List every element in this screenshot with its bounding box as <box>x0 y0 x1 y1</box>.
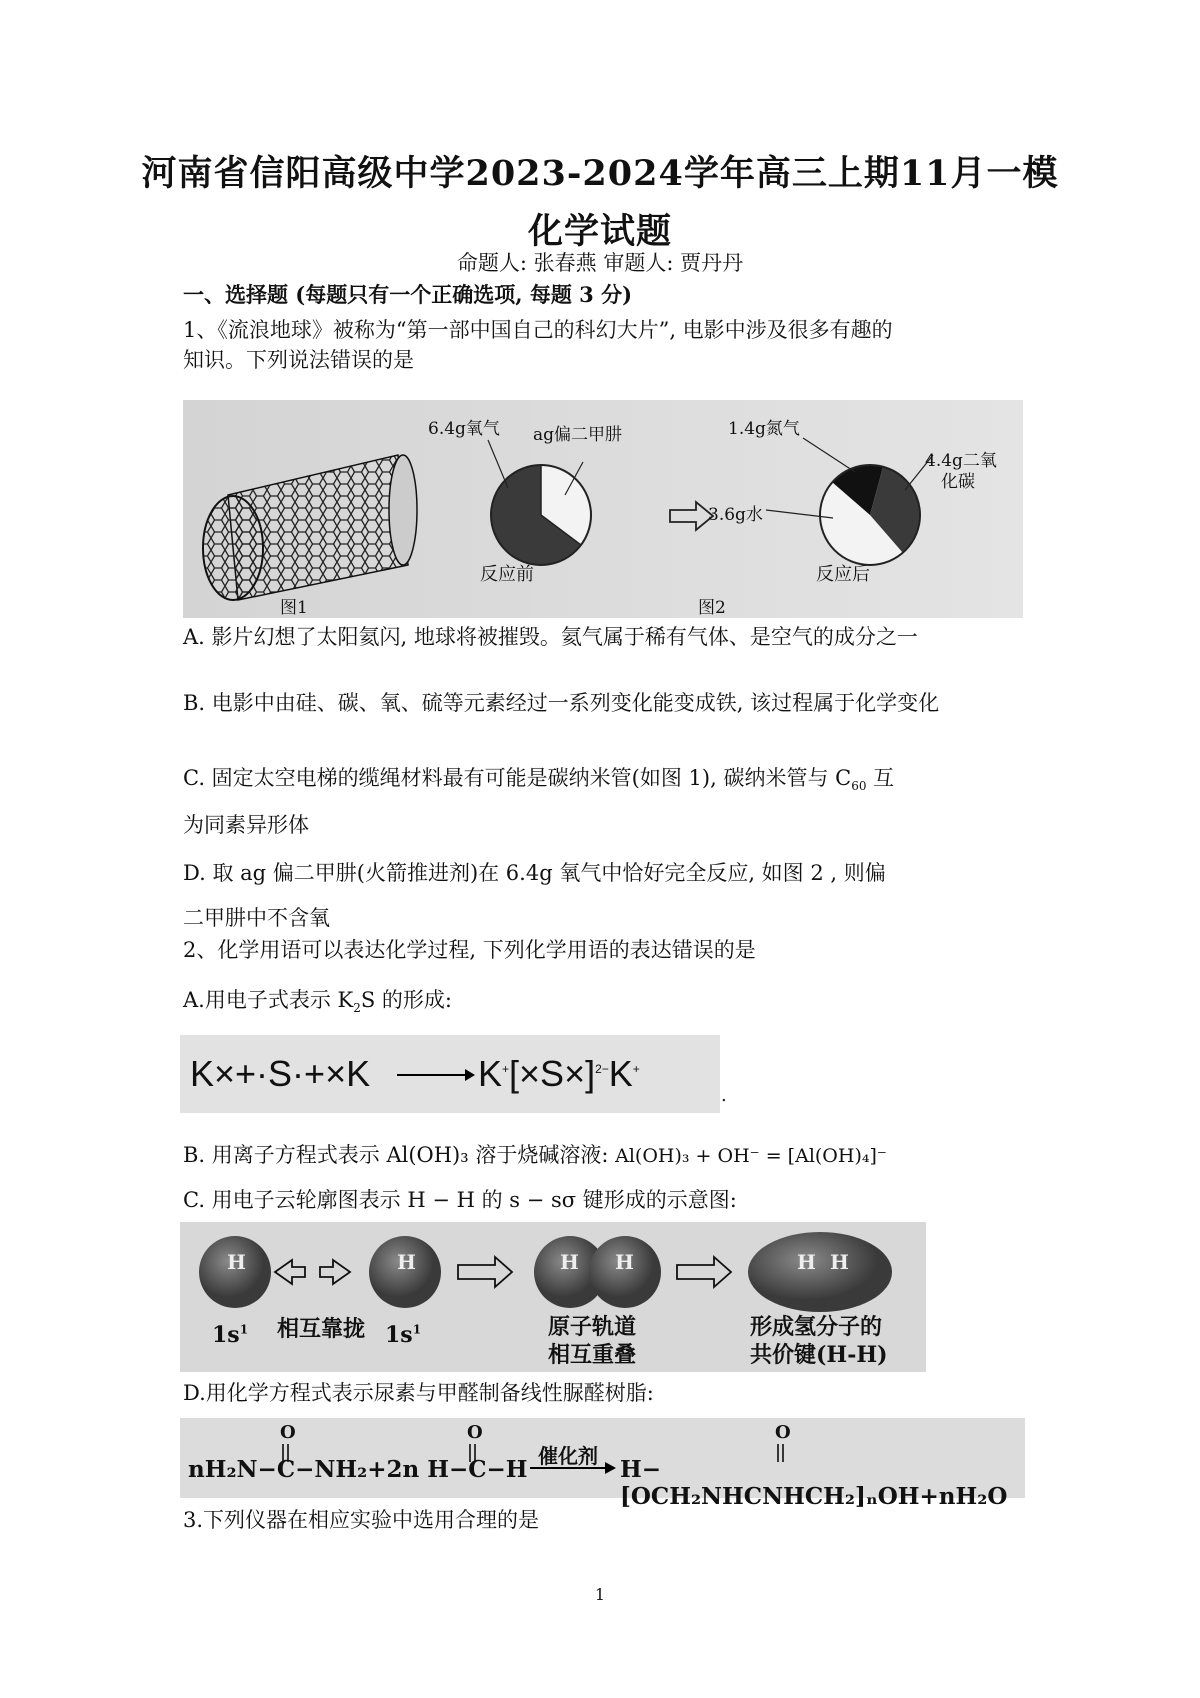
s-charge: 2− <box>595 1062 609 1076</box>
page-title: 河南省信阳高级中学2023-2024学年高三上期11月一模 <box>141 153 1059 194</box>
label-after-n2: 1.4g氮气 <box>728 419 800 439</box>
equation-catalyst: 催化剂 <box>538 1444 598 1468</box>
formula-period: . <box>721 1085 727 1106</box>
q1-stem-line2: 知识。下列说法错误的是 <box>183 348 414 372</box>
s-ion: [×S×] <box>509 1053 596 1094</box>
h-atom-3: H <box>560 1250 579 1274</box>
q1-option-c-tail: 互 <box>866 766 895 790</box>
q1-figure <box>183 400 1023 618</box>
q2-option-b <box>183 1140 887 1171</box>
q2-d-equation-figure <box>180 1418 1025 1510</box>
formula-arrow-icon <box>395 1065 475 1085</box>
label-before-o2: 6.4g氧气 <box>428 419 500 439</box>
page-number: 1 <box>594 1585 606 1604</box>
carbonyl-o-1: O <box>280 1422 296 1443</box>
label-overlap-a: 原子轨道 <box>548 1314 637 1340</box>
q1-option-c-line2: 为同素异形体 <box>183 813 309 837</box>
h-atom-2: H <box>397 1250 416 1274</box>
q2-option-a <box>183 985 452 1023</box>
label-before: 反应前 <box>480 564 534 585</box>
q2-c-orbital-figure <box>180 1222 926 1372</box>
q2-option-c: C. 用电子云轮廓图表示 H − H 的 s − sσ 键形成的示意图: <box>183 1188 737 1212</box>
q2-a-electron-formula <box>180 1035 720 1113</box>
label-approach: 相互靠拢 <box>277 1316 366 1342</box>
carbonyl-o-3: O <box>775 1422 791 1443</box>
q1-option-c <box>183 763 894 801</box>
h-atom-4: H <box>615 1250 634 1274</box>
q2-option-b-text: B. 用离子方程式表示 Al(OH)₃ 溶于烧碱溶液: <box>183 1143 609 1167</box>
q2-option-d: D.用化学方程式表示尿素与甲醛制备线性脲醛树脂: <box>183 1381 654 1405</box>
label-after: 反应后 <box>816 564 870 585</box>
h-atom-1: H <box>227 1250 246 1274</box>
authors: 命题人: 张春燕 审题人: 贾丹丹 <box>456 251 744 275</box>
formula-left: K×+·S·+×K <box>190 1053 371 1094</box>
q1-option-a: A. 影片幻想了太阳氦闪, 地球将被摧毁。氦气属于稀有气体、是空气的成分之一 <box>183 625 918 649</box>
label-1s-b <box>385 1322 421 1348</box>
1s-text-b: 1s <box>385 1322 413 1348</box>
label-before-fuel: ag偏二甲肼 <box>533 425 623 445</box>
q1-option-d-line1: D. 取 ag 偏二甲肼(火箭推进剂)在 6.4g 氧气中恰好完全反应, 如图 2 , 则偏 <box>183 861 886 885</box>
q2-option-a-text: A.用电子式表示 K <box>183 988 354 1012</box>
1s-text-a: 1s <box>212 1322 240 1348</box>
h-atom-5: H <box>797 1250 816 1274</box>
q2-stem: 2、化学用语可以表达化学过程, 下列化学用语的表达错误的是 <box>183 938 756 962</box>
carbonyl-o-2: O <box>467 1422 483 1443</box>
q2-option-a-tail: S 的形成: <box>360 988 452 1012</box>
equation-right: H−[OCH₂NHCNHCH₂]ₙOH+nH₂O <box>620 1456 1008 1510</box>
k-ion-1: K <box>478 1053 503 1094</box>
label-after-h2o: 3.6g水 <box>708 505 763 525</box>
fig1-caption: 图1 <box>280 598 308 618</box>
1s-sup-b: 1 <box>412 1322 422 1337</box>
q2-option-b-equation: Al(OH)₃ + OH⁻ = [Al(OH)₄]⁻ <box>615 1145 887 1167</box>
c60-subscript: 60 <box>851 779 867 794</box>
q1-stem-line1: 1、《流浪地球》被称为“第一部中国自己的科幻大片”, 电影中涉及很多有趣的 <box>183 318 893 342</box>
label-bond-b: 共价键(H-H) <box>750 1342 888 1368</box>
label-after-co2-a: 4.4g二氧 <box>925 451 997 471</box>
section-heading: 一、选择题 (每题只有一个正确选项, 每题 3 分) <box>183 282 633 307</box>
label-1s-a <box>212 1322 248 1348</box>
q1-option-c-text: C. 固定太空电梯的缆绳材料最有可能是碳纳米管(如图 1), 碳纳米管与 C <box>183 766 852 790</box>
label-bond-a: 形成氢分子的 <box>750 1314 883 1340</box>
q3-stem: 3.下列仪器在相应实验中选用合理的是 <box>183 1508 540 1532</box>
1s-sup-a: 1 <box>239 1322 249 1337</box>
page-subtitle: 化学试题 <box>527 211 672 252</box>
h-atom-6: H <box>830 1250 849 1274</box>
fig2-caption: 图2 <box>698 598 726 618</box>
q1-option-d-line2: 二甲肼中不含氧 <box>183 906 330 930</box>
q1-option-b: B. 电影中由硅、碳、氧、硫等元素经过一系列变化能变成铁, 该过程属于化学变化 <box>183 691 940 715</box>
equation-left: nH₂N−C−NH₂+2n H−C−H <box>188 1456 528 1483</box>
label-after-co2-b: 化碳 <box>941 472 975 492</box>
label-overlap-b: 相互重叠 <box>548 1342 637 1368</box>
k2-subscript: 2 <box>353 1001 361 1016</box>
k-ion-2: K <box>608 1053 633 1094</box>
formula-right: $K^+[\times S\times]^{2-}K^+$ <box>478 1053 640 1094</box>
